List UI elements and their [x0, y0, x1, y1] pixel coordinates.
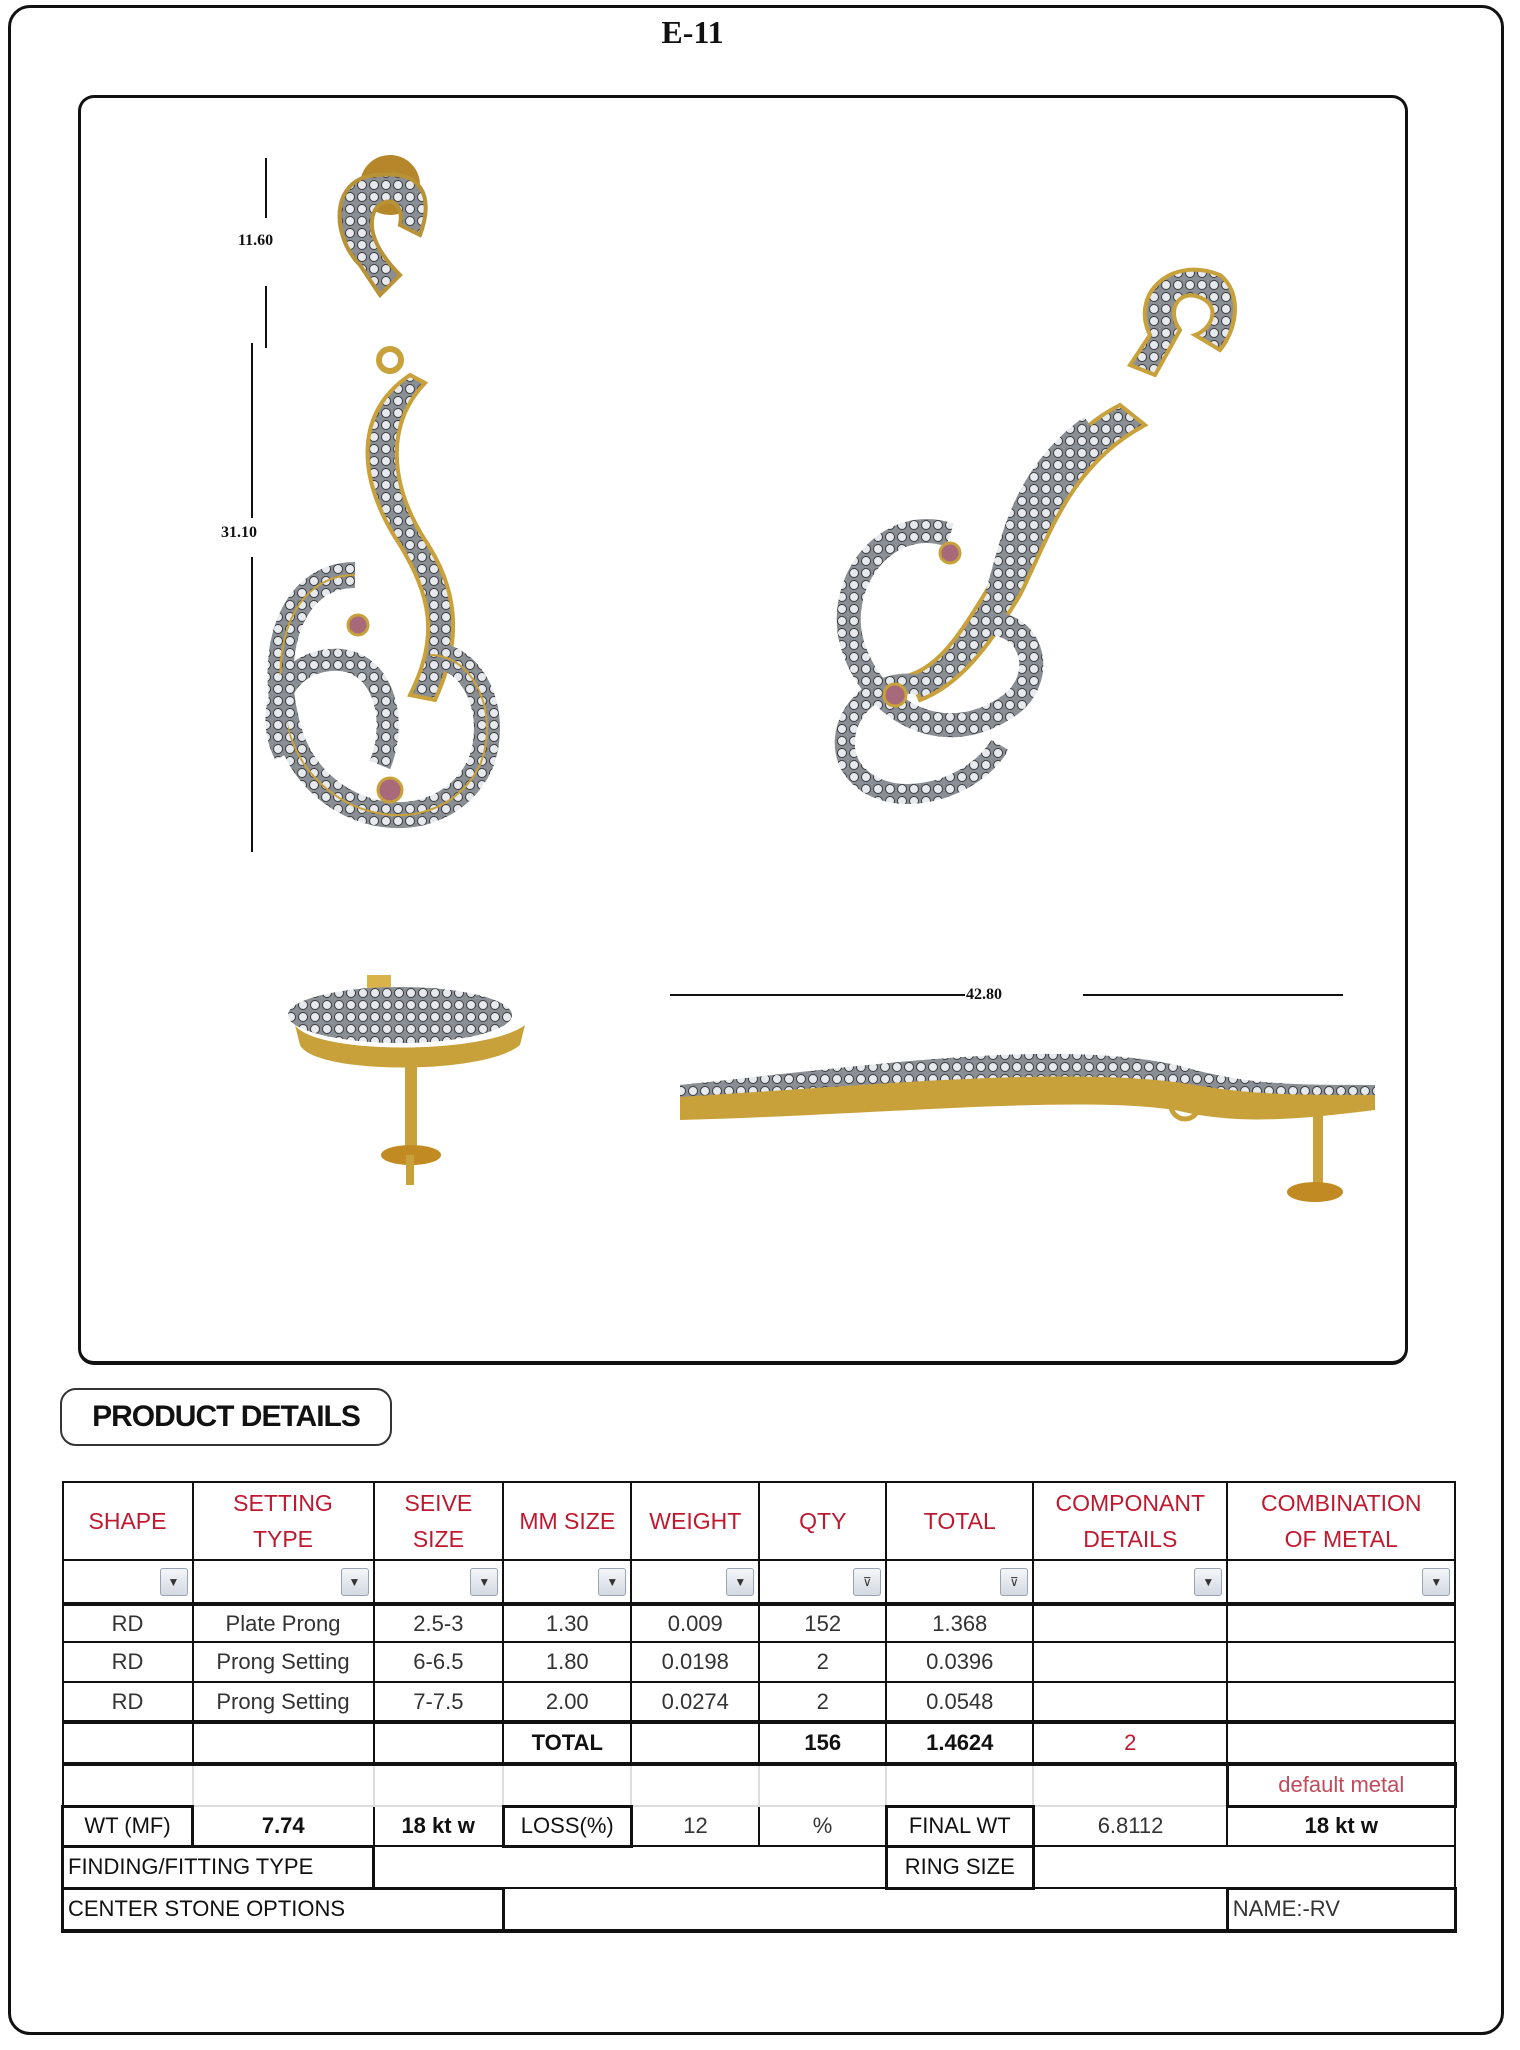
cell-total: 0.0396: [886, 1642, 1033, 1682]
cell-combination: [1227, 1604, 1455, 1642]
dropdown-arrow-icon[interactable]: ▼: [598, 1568, 626, 1596]
dim-body-height: 31.10: [221, 524, 257, 541]
totals-componant: 2: [1033, 1722, 1227, 1764]
cell-setting-type: Prong Setting: [193, 1642, 374, 1682]
filter-funnel-icon[interactable]: ⊽: [1000, 1568, 1028, 1596]
cell-weight: 0.0198: [631, 1642, 759, 1682]
dim-line-length-left: [670, 994, 965, 996]
cell-componant: [1033, 1604, 1227, 1642]
header-componant-details: COMPONANT DETAILS: [1033, 1482, 1227, 1560]
cell-seive-size: 2.5-3: [374, 1604, 504, 1642]
cell-setting-type: Prong Setting: [193, 1682, 374, 1722]
center-stone-label: CENTER STONE OPTIONS: [63, 1888, 504, 1931]
totals-total: 1.4624: [886, 1722, 1033, 1764]
finding-row: [63, 1846, 1456, 1888]
cell-mm-size: 1.30: [503, 1604, 631, 1642]
loss-label: LOSS(%): [503, 1806, 631, 1846]
final-wt-label: FINAL WT: [886, 1806, 1033, 1846]
designer-name: NAME:-RV: [1227, 1888, 1455, 1931]
wt-mf-metal: 18 kt w: [374, 1806, 504, 1846]
cell-total: 1.368: [886, 1604, 1033, 1642]
header-row: [63, 1482, 1456, 1560]
finding-label: FINDING/FITTING TYPE: [63, 1846, 374, 1888]
cell-componant: [1033, 1682, 1227, 1722]
final-metal: 18 kt w: [1227, 1806, 1455, 1846]
dim-line-body-lower: [251, 557, 253, 852]
wt-mf-value: 7.74: [193, 1806, 374, 1846]
cell-mm-size: 2.00: [503, 1682, 631, 1722]
document-title: E-11: [661, 14, 724, 50]
final-wt-value: 6.8112: [1033, 1806, 1227, 1846]
cell-weight: 0.0274: [631, 1682, 759, 1722]
metal-note-row: [63, 1764, 1456, 1806]
filter-qty[interactable]: [759, 1560, 886, 1604]
dropdown-arrow-icon[interactable]: ▼: [470, 1568, 498, 1596]
totals-qty: 156: [759, 1722, 886, 1764]
header-weight: WEIGHT: [631, 1482, 759, 1560]
filter-seive-size[interactable]: [374, 1560, 504, 1604]
dim-line-body-upper: [251, 343, 253, 518]
earring-side-view-long-image: [675, 1025, 1375, 1225]
product-details-table: [61, 1481, 1457, 1933]
dim-length: 42.80: [966, 986, 1002, 1003]
cell-combination: [1227, 1682, 1455, 1722]
center-stone-row: [63, 1888, 1456, 1931]
earring-perspective-view-image: [800, 255, 1260, 815]
earring-side-view-small-image: [285, 975, 535, 1190]
cell-weight: 0.009: [631, 1604, 759, 1642]
filter-combination[interactable]: [1227, 1560, 1455, 1604]
loss-value: 12: [631, 1806, 759, 1846]
filter-setting-type[interactable]: [193, 1560, 374, 1604]
default-metal-note: default metal: [1227, 1764, 1455, 1806]
totals-row: [63, 1722, 1456, 1764]
dim-top-height: 11.60: [238, 232, 274, 249]
header-shape: SHAPE: [63, 1482, 193, 1560]
wt-mf-label: WT (MF): [63, 1806, 193, 1846]
filter-total[interactable]: [886, 1560, 1033, 1604]
weights-row: [63, 1806, 1456, 1846]
cell-seive-size: 7-7.5: [374, 1682, 504, 1722]
filter-shape[interactable]: [63, 1560, 193, 1604]
filter-funnel-icon[interactable]: ⊽: [853, 1568, 881, 1596]
cell-setting-type: Plate Prong: [193, 1604, 374, 1642]
header-setting-type: SETTING TYPE: [193, 1482, 374, 1560]
filter-mm-size[interactable]: [503, 1560, 631, 1604]
dropdown-arrow-icon[interactable]: ▼: [1194, 1568, 1222, 1596]
header-seive-size: SEIVE SIZE: [374, 1482, 504, 1560]
ring-size-value[interactable]: [1033, 1846, 1455, 1888]
cell-seive-size: 6-6.5: [374, 1642, 504, 1682]
dim-line-length-right: [1083, 994, 1343, 996]
product-details-label: PRODUCT DETAILS: [60, 1388, 392, 1446]
filter-row: [63, 1560, 1456, 1604]
ring-size-label: RING SIZE: [886, 1846, 1033, 1888]
dropdown-arrow-icon[interactable]: ▼: [1422, 1568, 1450, 1596]
header-combination-of-metal: COMBINATION OF METAL: [1227, 1482, 1455, 1560]
cell-shape: RD: [63, 1642, 193, 1682]
dropdown-arrow-icon[interactable]: ▼: [341, 1568, 369, 1596]
table-row: [63, 1604, 1456, 1642]
cell-shape: RD: [63, 1682, 193, 1722]
table-row: [63, 1642, 1456, 1682]
cell-qty: 152: [759, 1604, 886, 1642]
finding-value[interactable]: [374, 1846, 887, 1888]
dropdown-arrow-icon[interactable]: ▼: [726, 1568, 754, 1596]
cell-qty: 2: [759, 1642, 886, 1682]
cell-mm-size: 1.80: [503, 1642, 631, 1682]
loss-unit: %: [759, 1806, 886, 1846]
filter-weight[interactable]: [631, 1560, 759, 1604]
header-qty: QTY: [759, 1482, 886, 1560]
cell-combination: [1227, 1642, 1455, 1682]
dropdown-arrow-icon[interactable]: ▼: [160, 1568, 188, 1596]
cell-componant: [1033, 1642, 1227, 1682]
header-mm-size: MM SIZE: [503, 1482, 631, 1560]
earring-front-view-image: [260, 155, 520, 855]
filter-componant[interactable]: [1033, 1560, 1227, 1604]
header-total: TOTAL: [886, 1482, 1033, 1560]
cell-shape: RD: [63, 1604, 193, 1642]
center-stone-value[interactable]: [503, 1888, 1227, 1931]
cell-total: 0.0548: [886, 1682, 1033, 1722]
table-row: [63, 1682, 1456, 1722]
totals-label: TOTAL: [503, 1722, 631, 1764]
cell-qty: 2: [759, 1682, 886, 1722]
